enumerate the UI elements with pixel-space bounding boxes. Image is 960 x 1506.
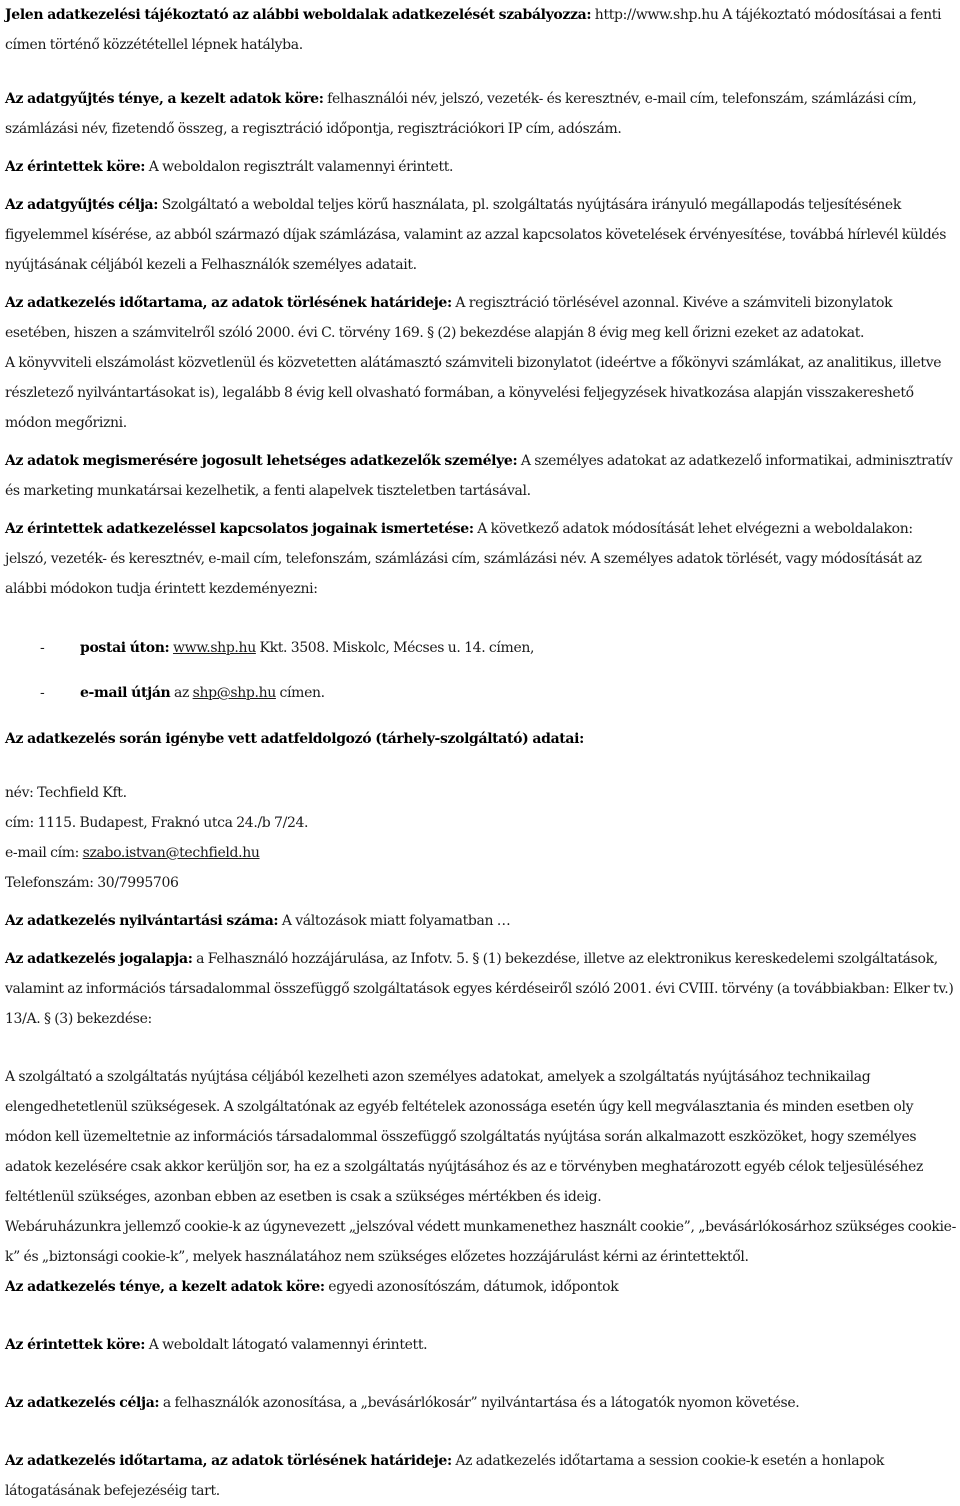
- section-text: A változások miatt folyamatban …: [278, 913, 511, 929]
- cookie-section-data: [5, 1272, 956, 1302]
- intro-text: http://www.shp.hu A tájékoztató módosításai a fenti címen történő közzététellel lépnek hatályba.: [5, 7, 942, 53]
- dash-bullet: -: [40, 640, 45, 656]
- postal-website-link[interactable]: www.shp.hu: [172, 640, 256, 656]
- processor-email-link[interactable]: szabo.istvan@techfield.hu: [82, 845, 260, 861]
- email-link[interactable]: shp@shp.hu: [192, 685, 276, 701]
- email-post: címen.: [275, 685, 325, 701]
- section-label: Az adatkezelés jogalapja:: [5, 951, 193, 967]
- cookie-section-subjects: [5, 1330, 956, 1360]
- section-text: A weboldalt látogató valamennyi érintett.: [145, 1337, 428, 1353]
- section-label: Az adatkezelés során igénybe vett adatfeldolgozó (tárhely-szolgáltató) adatai:: [5, 731, 584, 747]
- section-label: Az adatgyűjtés célja:: [5, 197, 159, 213]
- section-text: A weboldalon regisztrált valamennyi érintett.: [145, 159, 454, 175]
- processor-email: [5, 838, 956, 868]
- list-item-postal: [5, 626, 956, 671]
- section-text: a Felhasználó hozzájárulása, az Infotv. 5. § (1) bekezdése, illetve az elektronikus kereskedelemi szolgáltatások, valamint az információs társadalommal összefüggő szolgáltatások egyes kérdéseiről szóló 2001. évi CVIII. törvény (a továbbiakban: Elker tv.) 13/A. § (3) bekezdése:: [5, 951, 954, 1027]
- email-label: e-mail útján: [80, 685, 171, 701]
- section-label: Az érintettek köre:: [5, 159, 146, 175]
- section-rights: [5, 514, 956, 604]
- section-label: Az adatkezelés célja:: [5, 1395, 160, 1411]
- postal-address: Kkt. 3508. Miskolc, Mécses u. 14. címen,: [255, 640, 535, 656]
- section-label: Az adatkezelés időtartama, az adatok törlésének határideje:: [5, 295, 452, 311]
- section-label: Az adatkezelés ténye, a kezelt adatok köre:: [5, 1279, 325, 1295]
- processor-heading: [5, 724, 956, 754]
- section-text: Szolgáltató a weboldal teljes körű használata, pl. szolgáltatás nyújtására irányuló megállapodás teljesítésének figyelemmel kísérése, az abból származó díjak számlázása, valamint az azzal kapcsolatos követelések érvényesítése, továbbá hírlevél küldés nyújtásának céljából kezeli a Felhasználók személyes adatait.: [5, 197, 947, 273]
- dash-bullet: -: [40, 685, 45, 701]
- section-label: Az érintettek adatkezeléssel kapcsolatos jogainak ismertetése:: [5, 521, 474, 537]
- paragraph-service-data: A szolgáltató a szolgáltatás nyújtása céljából kezelheti azon személyes adatokat, amelyek a szolgáltatás nyújtásához technikailag elengedhetetlenül szükségesek. A szolgáltatónak az egyéb feltételek azonossága esetén úgy kell megválasztania és minden esetben oly módon kell üzemeltetnie az információs társadalommal összefüggő szolgáltatás nyújtása során alkalmazott eszközöket, hogy személyes adatok kezelésére csak akkor kerüljön sor, ha ez a szolgáltatás nyújtásához és az e törvényben meghatározott egyéb célok teljesüléséhez feltétlenül szükséges, azonban ebben az esetben is csak a szükséges mértékben és ideig.: [5, 1069, 923, 1205]
- section-label: Az adatkezelés nyilvántartási száma:: [5, 913, 279, 929]
- postal-label: postai úton:: [80, 640, 170, 656]
- processor-details: [5, 778, 956, 898]
- section-controllers: [5, 446, 956, 506]
- section-text: A következő adatok módosítását lehet elvégezni a weboldalakon: jelszó, vezeték- és keresztnév, e-mail cím, telefonszám, számlázási cím, számlázási név. A személyes adatok törlését, vagy módosítását az alábbi módokon tudja érintett kezdeményezni:: [5, 521, 922, 597]
- email-pre: az: [170, 685, 193, 701]
- processor-name: név: Techfield Kft.: [5, 785, 127, 801]
- processor-phone: Telefonszám: 30/7995706: [5, 875, 179, 891]
- cookie-section-purpose: [5, 1388, 956, 1418]
- intro-paragraph: [5, 0, 956, 60]
- processor-email-label: e-mail cím:: [5, 845, 83, 861]
- section-text: A regisztráció törlésével azonnal. Kivéve a számviteli bizonylatok esetében, hiszen a számvitelről szóló 2000. évi C. törvény 169. § (2) bekezdése alapján 8 évig meg kell őrizni ezeket az adatokat.: [5, 295, 893, 341]
- section-label: Az adatkezelés időtartama, az adatok törlésének határideje:: [5, 1453, 452, 1469]
- list-item-email: [5, 671, 956, 716]
- section-text: a felhasználók azonosítása, a „bevásárlókosár” nyilvántartása és a látogatók nyomon követése.: [159, 1395, 800, 1411]
- section-label: Az adatgyűjtés ténye, a kezelt adatok köre:: [5, 91, 324, 107]
- section-text: felhasználói név, jelszó, vezeték- és keresztnév, e-mail cím, telefonszám, számlázási cím, számlázási név, fizetendő összeg, a regisztráció időpontja, regisztrációkori IP cím, adószám.: [5, 91, 917, 137]
- section-label: Az érintettek köre:: [5, 1337, 146, 1353]
- section-purpose: [5, 190, 956, 280]
- section-legal-basis: [5, 944, 956, 1034]
- section-data-collection: [5, 84, 956, 144]
- contact-methods-list: [5, 626, 956, 716]
- section-registry-number: [5, 906, 956, 936]
- section-retention: [5, 288, 956, 348]
- section-text: egyedi azonosítószám, dátumok, időpontok: [324, 1279, 619, 1295]
- cookie-section-retention: [5, 1446, 956, 1506]
- section-data-subjects: [5, 152, 956, 182]
- section-label: Az adatok megismerésére jogosult lehetséges adatkezelők személye:: [5, 453, 518, 469]
- intro-label: Jelen adatkezelési tájékoztató az alábbi weboldalak adatkezelését szabályozza:: [5, 7, 592, 23]
- section-text: Az adatkezelés időtartama a session cookie-k esetén a honlapok látogatásának befejezéséig tart.: [5, 1453, 885, 1499]
- paragraph-cookies: Webáruházunkra jellemző cookie-k az úgynevezett „jelszóval védett munkamenethez használt cookie”, „bevásárlókosárhoz szükséges cookie-k” és „biztonsági cookie-k”, melyek használatához nem szükséges előzetes hozzájárulást kérni az érintettektől.: [5, 1219, 956, 1265]
- section-retention-detail: A könyvviteli elszámolást közvetlenül és közvetetten alátámasztó számviteli bizonylatot (ideértve a főkönyvi számlákat, az analitikus, illetve részletező nyilvántartásokat is), legalább 8 évig kell olvasható formában, a könyvelési feljegyzések hivatkozása alapján visszakereshető módon megőrizni.: [5, 355, 942, 431]
- processor-address: cím: 1115. Budapest, Fraknó utca 24./b 7/24.: [5, 815, 309, 831]
- section-text: A személyes adatokat az adatkezelő informatikai, adminisztratív és marketing munkatársai kezelhetik, a fenti alapelvek tiszteletben tartásával.: [5, 453, 953, 499]
